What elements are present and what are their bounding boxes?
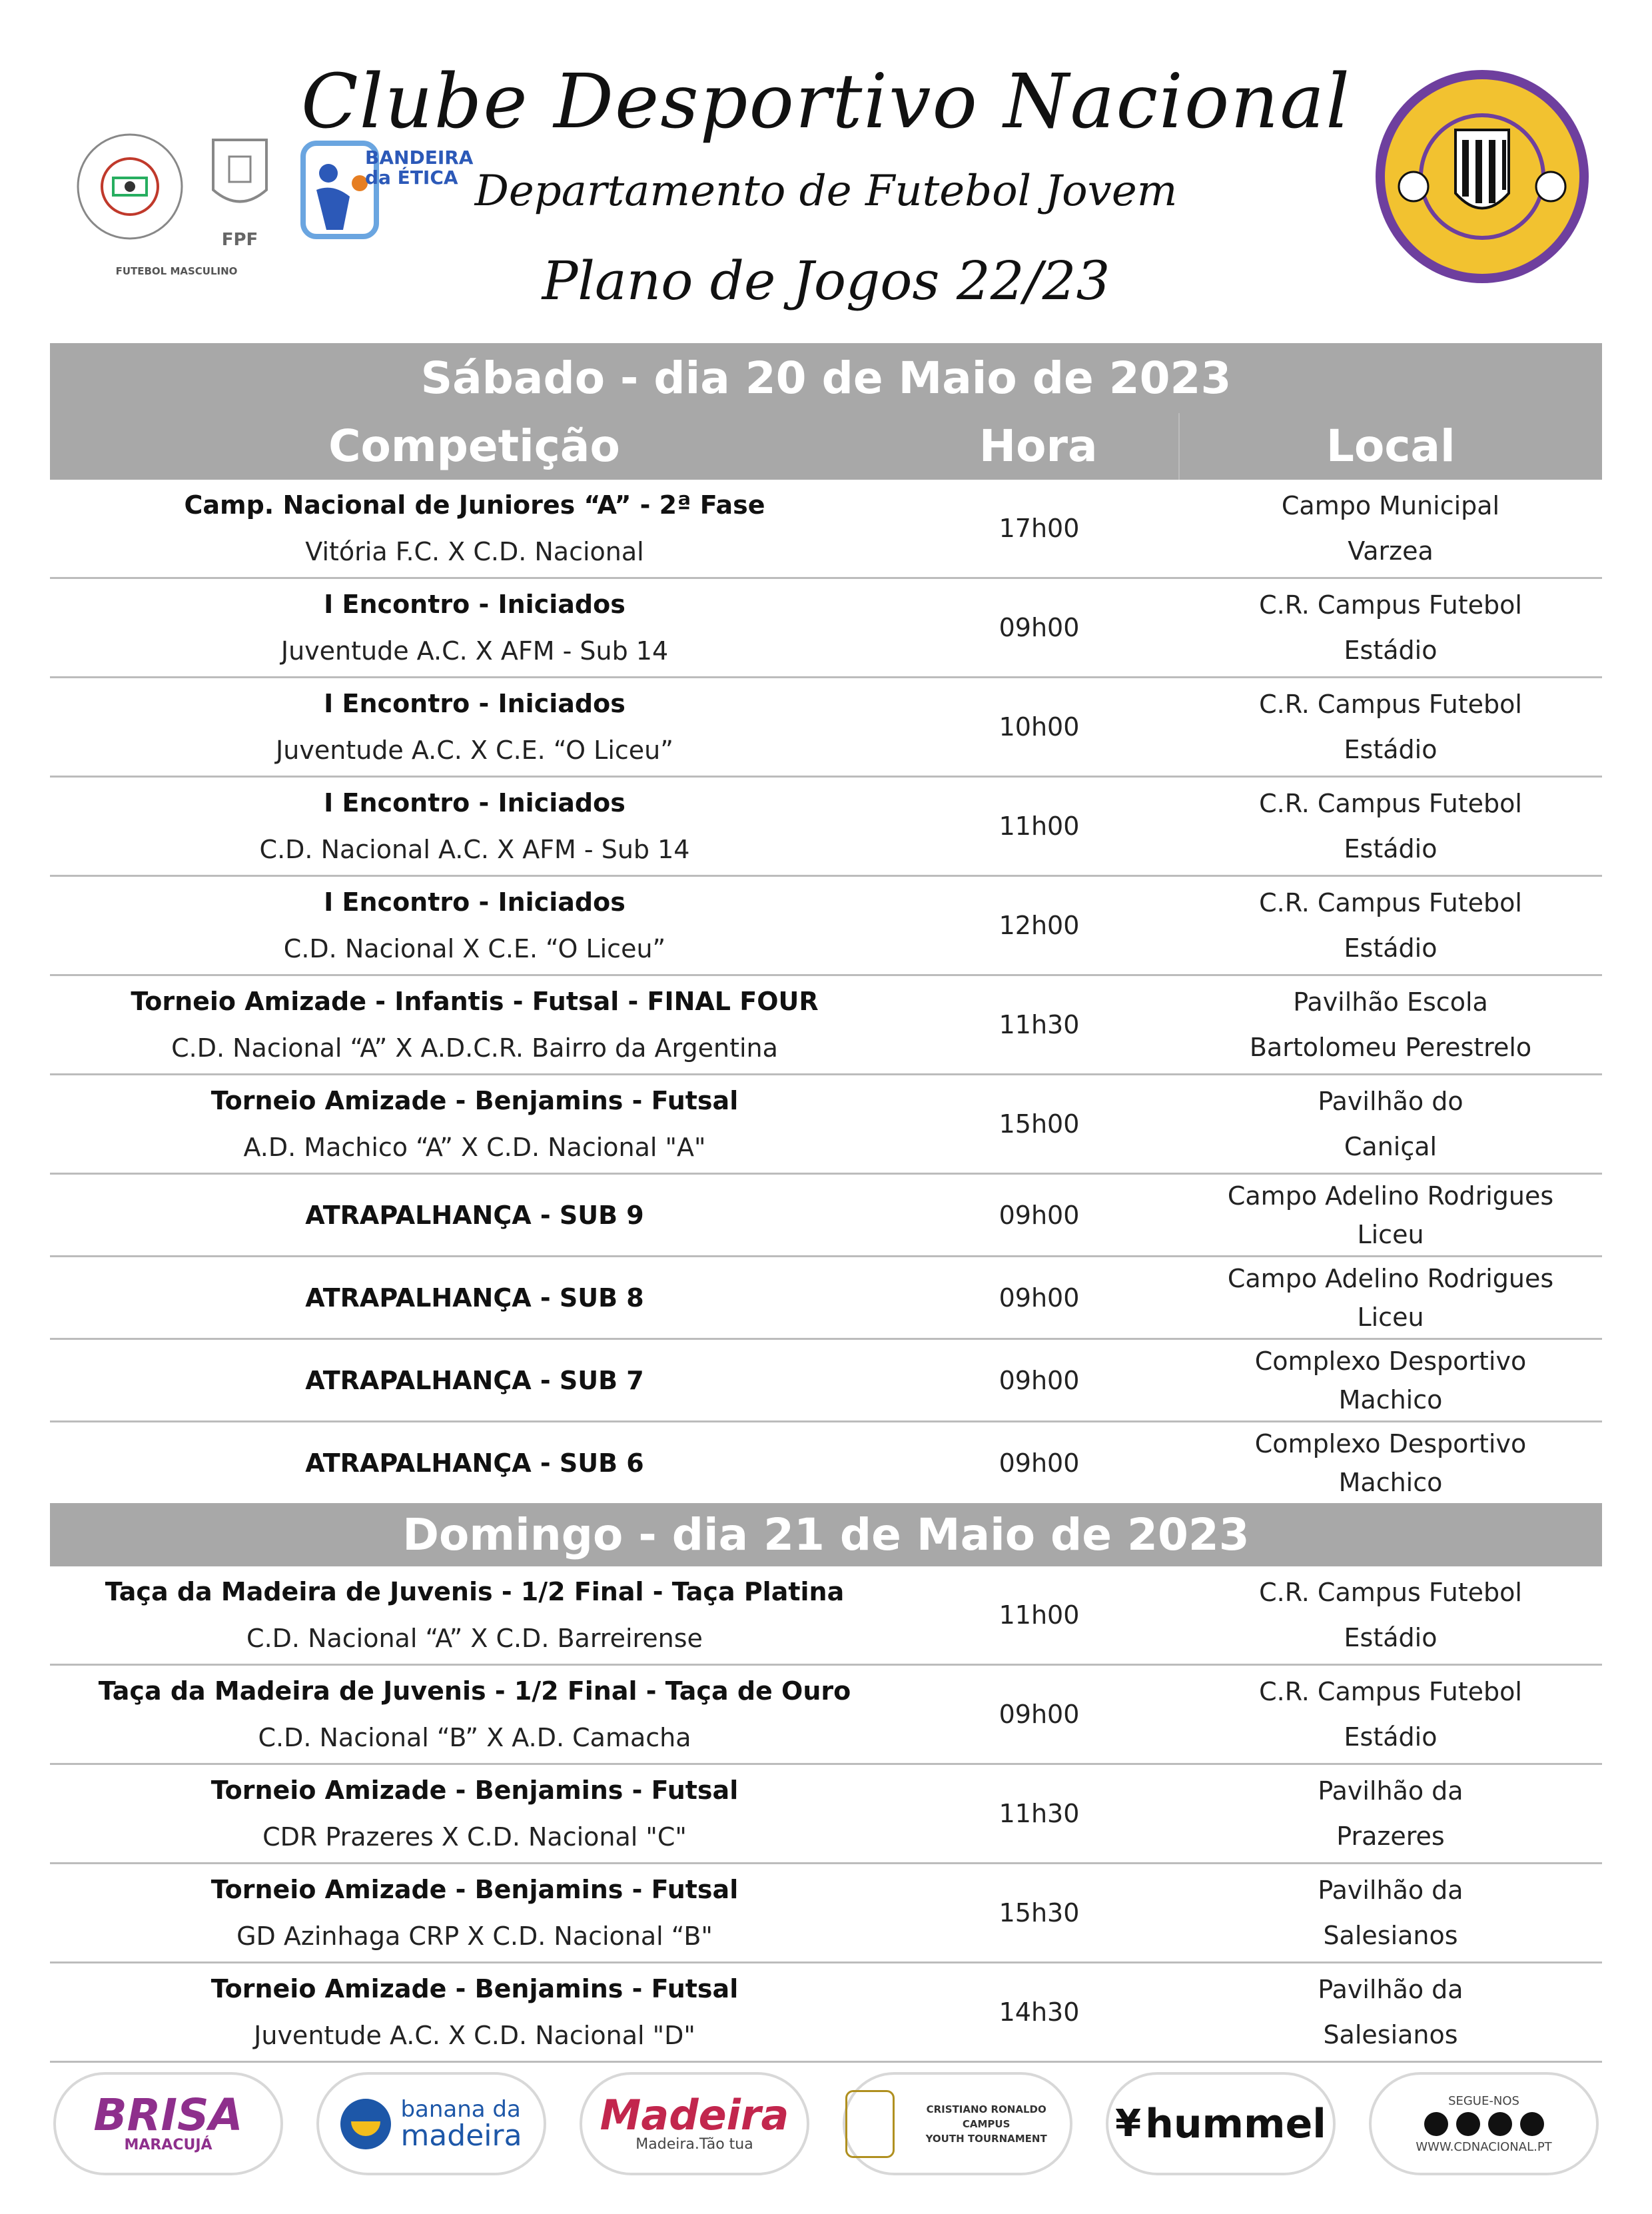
- location-line1: Campo Adelino Rodrigues: [1227, 1263, 1554, 1293]
- col-location: Local: [1178, 413, 1602, 480]
- location-line1: Complexo Desportivo: [1254, 1346, 1527, 1376]
- location-line2: Prazeres: [1336, 1822, 1445, 1851]
- hummel-text: hummel: [1145, 2100, 1326, 2147]
- madeira-logo-text: Madeira: [600, 2091, 789, 2139]
- page-title: Clube Desportivo Nacional: [300, 59, 1352, 145]
- game-time: 11h30: [999, 1799, 1080, 1828]
- table-row: [50, 1257, 1602, 1340]
- table-row: [50, 1340, 1602, 1422]
- match: Juventude A.C. X AFM - Sub 14: [280, 636, 669, 666]
- cert-caption: FUTEBOL MASCULINO: [115, 265, 238, 277]
- location-line1: Pavilhão do: [1318, 1087, 1463, 1116]
- schedule-table: [50, 343, 1602, 2063]
- table-row: [50, 480, 1602, 579]
- location-line2: Liceu: [1357, 1219, 1424, 1249]
- game-time: 15h00: [999, 1109, 1080, 1139]
- location-line2: Estádio: [1344, 933, 1438, 963]
- table-row: [50, 1666, 1602, 1765]
- location-line2: Machico: [1338, 1384, 1443, 1414]
- competition-name: Taça da Madeira de Juvenis - 1/2 Final - Taça Platina: [105, 1577, 845, 1606]
- location-line2: Estádio: [1344, 1722, 1438, 1752]
- location-line1: Pavilhão da: [1318, 1876, 1463, 1905]
- etica-label: [365, 148, 473, 188]
- location-line2: Caniçal: [1344, 1132, 1438, 1161]
- facebook-icon[interactable]: [1424, 2112, 1448, 2136]
- game-time: 11h30: [999, 1010, 1080, 1039]
- instagram-icon[interactable]: [1456, 2112, 1480, 2136]
- banana-line2: madeira: [400, 2118, 522, 2153]
- location-line2: Estádio: [1344, 834, 1438, 863]
- sponsor-hummel[interactable]: [1106, 2072, 1336, 2175]
- game-time: 11h00: [999, 812, 1080, 841]
- competition-name: Torneio Amizade - Benjamins - Futsal: [210, 1086, 739, 1115]
- location-line1: Campo Adelino Rodrigues: [1227, 1181, 1554, 1211]
- col-competition: Competição: [328, 420, 620, 472]
- certification-logo: [73, 130, 187, 243]
- table-row: [50, 877, 1602, 976]
- fpf-logo: [200, 130, 280, 243]
- location-line2: Estádio: [1344, 636, 1438, 665]
- etica-line2: da ÉTICA: [365, 167, 458, 189]
- competition-name: I Encontro - Iniciados: [324, 590, 625, 619]
- location-line1: C.R. Campus Futebol: [1259, 888, 1522, 917]
- location-line1: Campo Municipal: [1281, 491, 1500, 520]
- match: CDR Prazeres X C.D. Nacional "C": [262, 1822, 687, 1852]
- campus-line1: CRISTIANO RONALDO CAMPUS: [926, 2103, 1046, 2130]
- banana-line1: banana da: [400, 2095, 521, 2123]
- etica-line1: BANDEIRA: [365, 147, 474, 169]
- youtube-icon[interactable]: [1520, 2112, 1544, 2136]
- location-line2: Bartolomeu Perestrelo: [1249, 1033, 1532, 1062]
- game-time: 17h00: [999, 514, 1080, 543]
- match: Juventude A.C. X C.E. “O Liceu”: [276, 736, 673, 765]
- fpf-label: FPF: [221, 230, 258, 250]
- department-subtitle: Departamento de Futebol Jovem: [474, 167, 1178, 216]
- game-time: 09h00: [999, 1365, 1080, 1395]
- game-time: 09h00: [999, 613, 1080, 642]
- brisa-sub: MARACUJÁ: [124, 2137, 212, 2153]
- table-row: [50, 1175, 1602, 1257]
- table-row: [50, 1963, 1602, 2063]
- day-header-saturday: Sábado - dia 20 de Maio de 2023: [50, 343, 1602, 413]
- location-line2: Salesianos: [1323, 2020, 1458, 2049]
- competition-name: I Encontro - Iniciados: [324, 689, 625, 718]
- location-line1: Pavilhão da: [1318, 1975, 1463, 2004]
- competition-name: I Encontro - Iniciados: [324, 887, 625, 917]
- club-crest-logo: [1372, 67, 1592, 286]
- competition-name: Torneio Amizade - Infantis - Futsal - FINAL FOUR: [131, 987, 819, 1016]
- competition-name: Torneio Amizade - Benjamins - Futsal: [210, 1875, 739, 1904]
- game-time: 10h00: [999, 712, 1080, 742]
- match: Juventude A.C. X C.D. Nacional "D": [254, 2021, 695, 2050]
- location-line2: Liceu: [1357, 1302, 1424, 1332]
- location-line1: C.R. Campus Futebol: [1259, 789, 1522, 818]
- location-line1: Pavilhão Escola: [1293, 987, 1488, 1017]
- social-links[interactable]: [1369, 2072, 1599, 2175]
- table-row: [50, 1422, 1602, 1503]
- plan-title: Plano de Jogos 22/23: [542, 250, 1110, 312]
- brisa-logo-text: BRISA: [93, 2089, 243, 2141]
- match: C.D. Nacional “A” X A.D.C.R. Bairro da Argentina: [171, 1033, 778, 1063]
- match: GD Azinhaga CRP X C.D. Nacional “B": [236, 1922, 713, 1951]
- location-line2: Salesianos: [1323, 1921, 1458, 1950]
- match: C.D. Nacional “A” X C.D. Barreirense: [246, 1624, 703, 1653]
- match: A.D. Machico “A” X C.D. Nacional "A": [243, 1133, 706, 1162]
- table-row: [50, 579, 1602, 678]
- madeira-tagline: Madeira.Tão tua: [635, 2136, 753, 2153]
- table-row: [50, 778, 1602, 877]
- location-line2: Varzea: [1348, 536, 1434, 566]
- match: C.D. Nacional X C.E. “O Liceu”: [283, 934, 666, 963]
- sponsor-bar: [53, 2072, 1599, 2179]
- game-time: 11h00: [999, 1600, 1080, 1630]
- location-line1: C.R. Campus Futebol: [1259, 690, 1522, 719]
- location-line1: C.R. Campus Futebol: [1259, 1578, 1522, 1607]
- game-time: 09h00: [999, 1448, 1080, 1478]
- twitter-icon[interactable]: [1488, 2112, 1512, 2136]
- competition-name: Taça da Madeira de Juvenis - 1/2 Final - Taça de Ouro: [98, 1676, 851, 1706]
- location-line2: Estádio: [1344, 735, 1438, 764]
- location-line2: Estádio: [1344, 1623, 1438, 1652]
- competition-name: ATRAPALHANÇA - SUB 8: [305, 1283, 644, 1313]
- social-title: SEGUE-NOS: [1448, 2093, 1519, 2108]
- game-time: 09h00: [999, 1200, 1080, 1230]
- sponsor-cr-campus[interactable]: [843, 2072, 1072, 2175]
- game-time: 14h30: [999, 1997, 1080, 2027]
- website-url[interactable]: WWW.CDNACIONAL.PT: [1416, 2139, 1552, 2154]
- sponsor-brisa[interactable]: [53, 2072, 283, 2175]
- game-time: 09h00: [999, 1700, 1080, 1729]
- location-line1: C.R. Campus Futebol: [1259, 590, 1522, 620]
- table-row: [50, 976, 1602, 1075]
- competition-name: Camp. Nacional de Juniores “A” - 2ª Fase: [184, 490, 765, 520]
- game-time: 15h30: [999, 1898, 1080, 1928]
- game-time: 09h00: [999, 1283, 1080, 1313]
- col-time: Hora: [979, 420, 1098, 472]
- competition-name: ATRAPALHANÇA - SUB 6: [305, 1448, 644, 1478]
- banana-icon: [340, 2099, 391, 2149]
- table-row: [50, 1765, 1602, 1864]
- day-header-sunday: Domingo - dia 21 de Maio de 2023: [50, 1503, 1602, 1566]
- competition-name: ATRAPALHANÇA - SUB 7: [305, 1365, 644, 1395]
- sponsor-madeira[interactable]: [580, 2072, 809, 2175]
- column-headers: [50, 413, 1602, 480]
- competition-name: I Encontro - Iniciados: [324, 788, 625, 818]
- location-line2: Machico: [1338, 1467, 1443, 1497]
- match: C.D. Nacional A.C. X AFM - Sub 14: [259, 835, 690, 864]
- table-row: [50, 678, 1602, 778]
- game-time: 12h00: [999, 911, 1080, 940]
- location-line1: C.R. Campus Futebol: [1259, 1677, 1522, 1706]
- location-line1: Complexo Desportivo: [1254, 1428, 1527, 1458]
- sponsor-banana-madeira[interactable]: [316, 2072, 546, 2175]
- competition-name: ATRAPALHANÇA - SUB 9: [305, 1200, 644, 1230]
- table-row: [50, 1075, 1602, 1175]
- location-line1: Pavilhão da: [1318, 1776, 1463, 1806]
- hummel-chevron-icon: ¥: [1115, 2102, 1142, 2145]
- competition-name: Torneio Amizade - Benjamins - Futsal: [210, 1974, 739, 2003]
- match: Vitória F.C. X C.D. Nacional: [305, 537, 644, 566]
- match: C.D. Nacional “B” X A.D. Camacha: [258, 1723, 691, 1752]
- competition-name: Torneio Amizade - Benjamins - Futsal: [210, 1776, 739, 1805]
- campus-badge-icon: [845, 2090, 895, 2158]
- campus-line2: YOUTH TOURNAMENT: [925, 2132, 1047, 2145]
- table-row: [50, 1864, 1602, 1963]
- table-row: [50, 1566, 1602, 1666]
